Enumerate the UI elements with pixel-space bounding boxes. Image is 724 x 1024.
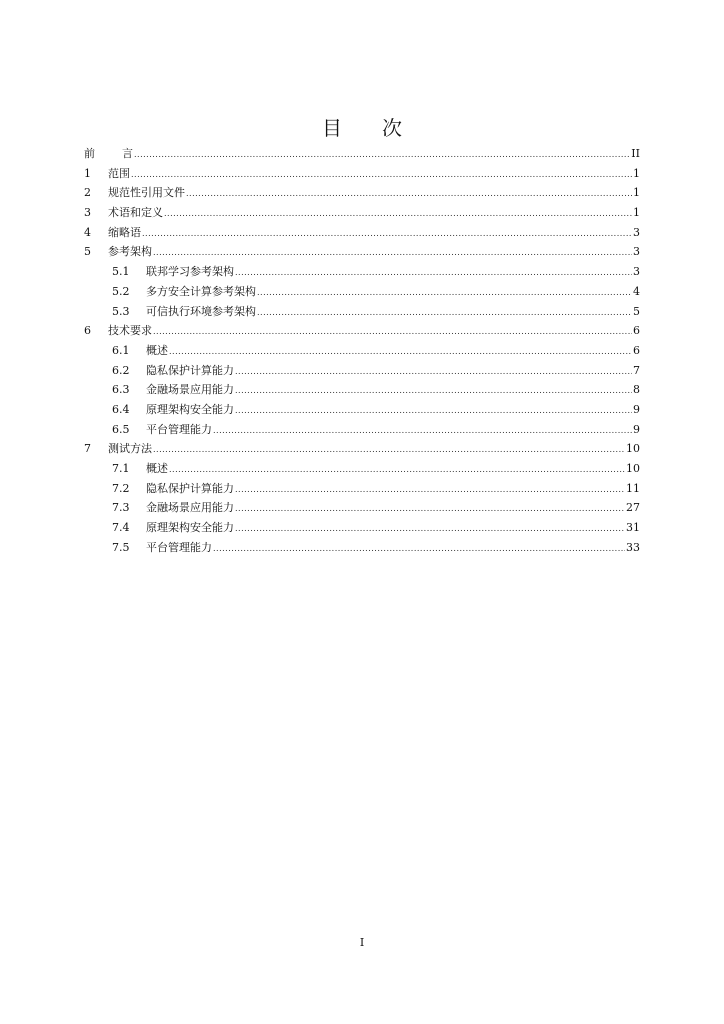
toc-entry-number: 6.3 (112, 383, 130, 397)
toc-dot-leader (169, 460, 625, 480)
toc-entry-page: 3 (633, 225, 640, 239)
toc-entry-number: 7.4 (112, 521, 130, 535)
toc-entry[interactable] (84, 223, 640, 243)
toc-dot-leader (134, 145, 630, 165)
toc-dot-leader (213, 539, 625, 559)
toc-entry-label: 平台管理能力 (146, 422, 212, 436)
toc-dot-leader (235, 362, 632, 382)
toc-entry-page: 8 (633, 383, 640, 397)
toc-entry-page: 10 (626, 462, 640, 475)
toc-dot-leader (257, 283, 632, 303)
toc-entry-label: 技术要求 (108, 324, 152, 338)
toc-entry-number: 5 (84, 245, 91, 259)
toc-entry-page: 9 (633, 402, 640, 416)
toc-entry[interactable] (84, 400, 640, 420)
toc-dot-leader (186, 184, 632, 204)
toc-entry[interactable] (84, 302, 640, 322)
toc-entry[interactable] (84, 361, 640, 381)
toc-entry-number: 前 (84, 147, 95, 160)
toc-dot-leader (257, 303, 632, 323)
title-char-1: 目 (322, 116, 342, 140)
toc-entry-label: 隐私保护计算能力 (146, 363, 234, 377)
toc-entry-number: 6.2 (112, 363, 130, 377)
toc-entry-page: 1 (633, 166, 640, 180)
toc-entry-label: 术语和定义 (108, 206, 163, 220)
toc-entry-number: 7.5 (112, 540, 130, 554)
toc-entry-page: 1 (633, 206, 640, 220)
toc-entry-page: 1 (633, 186, 640, 200)
toc-entry-label: 隐私保护计算能力 (146, 481, 234, 495)
toc-dot-leader (164, 204, 632, 224)
toc-entry-page: 5 (633, 304, 640, 318)
toc-entry-label: 可信执行环境参考架构 (146, 304, 256, 318)
toc-entry[interactable] (84, 203, 640, 223)
toc-entry-number: 1 (84, 166, 91, 180)
toc-entry-page: 33 (626, 540, 640, 554)
toc-dot-leader (142, 224, 632, 244)
toc-dot-leader (235, 401, 632, 421)
toc-entry-number: 4 (84, 225, 91, 239)
toc-entry-number: 2 (84, 186, 91, 200)
toc-entry[interactable] (84, 498, 640, 518)
toc-dot-leader (235, 381, 632, 401)
toc-entry-page: 11 (626, 481, 640, 495)
toc-entry[interactable] (84, 439, 640, 459)
toc-entry[interactable] (84, 321, 640, 341)
toc-entry-page: 10 (626, 442, 640, 456)
toc-entry[interactable] (84, 144, 640, 164)
toc-entry[interactable] (84, 538, 640, 558)
toc-dot-leader (213, 421, 632, 441)
toc-entry-page: 3 (633, 265, 640, 279)
toc-entry[interactable] (84, 164, 640, 184)
toc-entry[interactable] (84, 262, 640, 282)
toc-entry-page: 6 (633, 324, 640, 338)
toc-dot-leader (169, 342, 632, 362)
table-of-contents (84, 144, 640, 557)
toc-entry-label: 缩略语 (108, 225, 141, 239)
toc-entry[interactable] (84, 183, 640, 203)
page-number: I (359, 936, 365, 949)
toc-dot-leader (131, 165, 632, 185)
toc-entry-page: II (631, 147, 640, 160)
toc-entry-page: 31 (626, 521, 640, 535)
toc-entry-page: 3 (633, 245, 640, 259)
toc-entry[interactable] (84, 518, 640, 538)
toc-entry[interactable] (84, 420, 640, 440)
toc-entry-page: 7 (633, 363, 640, 377)
page-title (0, 112, 724, 141)
toc-entry-number: 7.1 (112, 462, 130, 475)
toc-entry-number: 5.3 (112, 304, 130, 318)
toc-entry-number: 7 (84, 442, 91, 456)
toc-entry-number: 6 (84, 324, 91, 338)
toc-dot-leader (153, 243, 632, 263)
toc-entry-label: 多方安全计算参考架构 (146, 284, 256, 298)
toc-entry-label: 联邦学习参考架构 (146, 265, 234, 279)
toc-entry-page: 4 (633, 284, 640, 298)
toc-entry[interactable] (84, 282, 640, 302)
toc-entry-number: 6.4 (112, 402, 130, 416)
toc-dot-leader (153, 322, 632, 342)
toc-entry-label: 参考架构 (108, 245, 152, 259)
toc-entry-number: 5.2 (112, 284, 130, 298)
toc-entry-number: 7.3 (112, 501, 130, 515)
title-char-2: 次 (382, 116, 402, 140)
toc-entry[interactable] (84, 479, 640, 499)
toc-entry-number: 3 (84, 206, 91, 220)
toc-dot-leader (153, 440, 625, 460)
toc-entry[interactable] (84, 459, 640, 479)
toc-entry-number: 5.1 (112, 265, 130, 279)
toc-dot-leader (235, 480, 625, 500)
toc-dot-leader (235, 263, 632, 283)
toc-entry-label: 概述 (146, 343, 168, 357)
toc-entry-label: 原理架构安全能力 (146, 402, 234, 416)
toc-entry-page: 6 (633, 343, 640, 357)
toc-entry-page: 27 (626, 501, 640, 515)
toc-dot-leader (235, 499, 625, 519)
toc-entry-number: 6.5 (112, 422, 130, 436)
toc-entry-number: 7.2 (112, 481, 130, 495)
toc-entry-label: 平台管理能力 (146, 540, 212, 554)
toc-entry-page: 9 (633, 422, 640, 436)
toc-entry-label: 原理架构安全能力 (146, 521, 234, 535)
toc-entry-number: 6.1 (112, 343, 130, 357)
toc-entry[interactable] (84, 341, 640, 361)
toc-dot-leader (235, 519, 625, 539)
toc-entry-label: 测试方法 (108, 442, 152, 456)
toc-entry-label: 言 (122, 147, 133, 160)
toc-entry[interactable] (84, 380, 640, 400)
toc-entry-label: 规范性引用文件 (108, 186, 185, 200)
toc-entry[interactable] (84, 242, 640, 262)
toc-entry-label: 金融场景应用能力 (146, 383, 234, 397)
toc-entry-label: 概述 (146, 462, 168, 475)
toc-entry-label: 金融场景应用能力 (146, 501, 234, 515)
toc-entry-label: 范围 (108, 166, 130, 180)
